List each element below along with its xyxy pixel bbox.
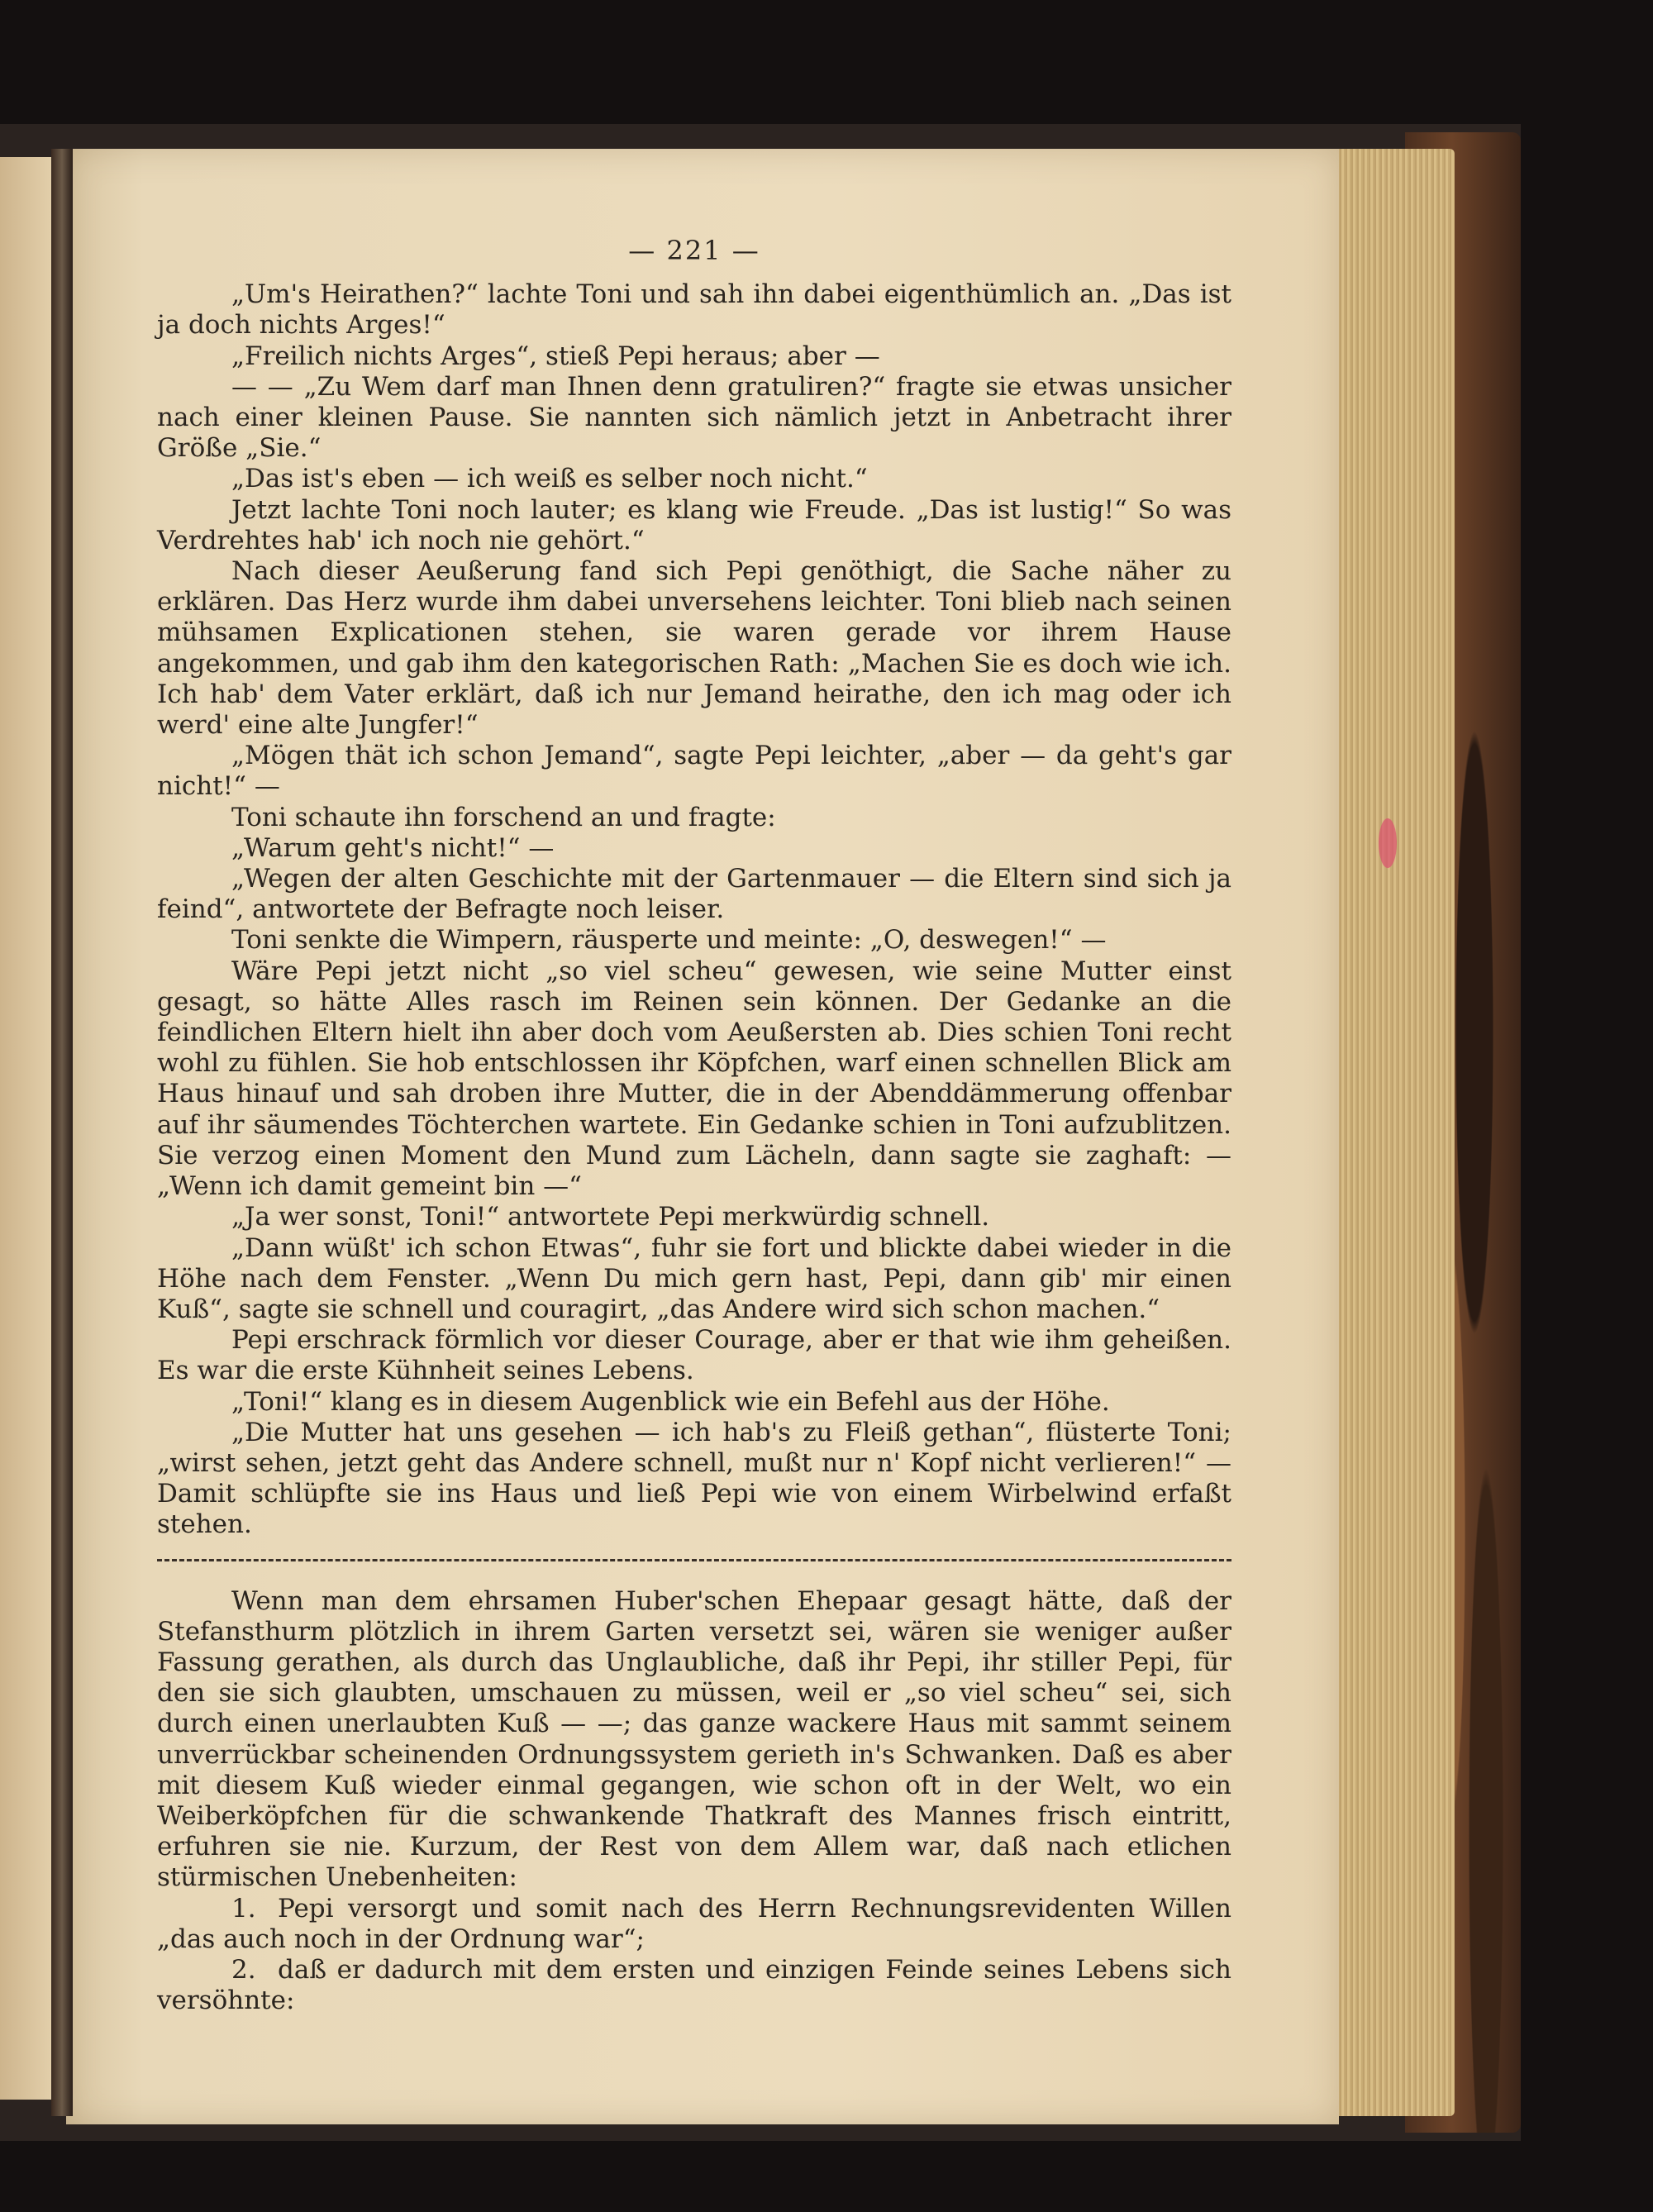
section-divider	[157, 1559, 1231, 1561]
page-content	[157, 236, 1231, 2016]
book-gutter	[51, 149, 73, 2116]
list-text: Pepi versorgt und somit nach des Herrn Rechnungsrevidenten Willen „das auch noch in der Ordnung war“;	[157, 1893, 1231, 1954]
paragraph: „Die Mutter hat uns gesehen — ich hab's zu Fleiß gethan“, flüsterte Toni; „wirst sehen, jetzt geht das Andere schnell, mußt nur n' Kopf nicht verlieren!“ — Damit schlüpfte sie ins Haus und ließ Pepi wie von einem Wirbelwind erfaßt stehen.	[157, 1417, 1231, 1540]
paragraph: „Ja wer sonst, Toni!“ antwortete Pepi merkwürdig schnell.	[231, 1202, 990, 1232]
paragraph: „Um's Heirathen?“ lachte Toni und sah ihn dabei eigenthümlich an. „Das ist ja doch nichts Arges!“	[157, 279, 1231, 341]
paragraph: „Mögen thät ich schon Jemand“, sagte Pepi leichter, „aber — da geht's gar nicht!“ —	[157, 741, 1231, 802]
paragraph: Wäre Pepi jetzt nicht „so viel scheu“ gewesen, wie seine Mutter einst gesagt, so hätte Alles rasch im Reinen sein können. Der Gedanke an die feindlichen Eltern hielt ihn aber doch vom Aeußersten ab. Dies schien Toni recht wohl zu fühlen. Sie hob entschlossen ihr Köpfchen, warf einen schnellen Blick am Haus hinauf und sah droben ihre Mutter, die in der Abenddämmerung offenbar auf ihr säumendes Töchterchen wartete. Ein Gedanke schien in Toni aufzublitzen. Sie verzog einen Moment den Mund zum Lächeln, dann sagte sie zaghaft: — „Wenn ich damit gemeint bin —“	[157, 956, 1231, 1202]
paragraph: Toni schaute ihn forschend an und fragte:	[231, 802, 776, 832]
paragraph: „Warum geht's nicht!“ —	[231, 832, 555, 863]
paragraph: Wenn man dem ehrsamen Huber'schen Ehepaar gesagt hätte, daß der Stefansthurm plötzlich in ihrem Garten versetzt sei, wären sie weniger außer Fassung gerathen, als durch das Unglaubliche, daß ihr Pepi, ihr stiller Pepi, für den sie sich glaubten, umschauen zu müssen, weil er „so viel scheu“ sei, sich durch einen unerlaubten Kuß — —; das ganze wackere Haus mit sammt seinem unverrückbar scheinenden Ordnungssystem gerieth in's Schwanken. Daß es aber mit diesem Kuß wieder einmal gegangen, wie schon oft in der Welt, wo ein Weiberköpfchen für die schwankende Thatkraft des Mannes frisch eintritt, erfuhren sie nie. Kurzum, der Rest von dem Allem war, daß nach etlichen stürmischen Unebenheiten:	[157, 1585, 1231, 1893]
paragraph: „Freilich nichts Arges“, stieß Pepi heraus; aber —	[231, 341, 880, 371]
page-number: — 221 —	[628, 235, 760, 266]
paragraph: „Das ist's eben — ich weiß es selber noch nicht.“	[231, 464, 868, 494]
list-item	[157, 1955, 1231, 2016]
paragraph: „Toni!“ klang es in diesem Augenblick wie ein Befehl aus der Höhe.	[231, 1386, 1110, 1417]
paragraph: „Dann wüßt' ich schon Etwas“, fuhr sie fort und blickte dabei wieder in die Höhe nach dem Fenster. „Wenn Du mich gern hast, Pepi, dann gib' mir einen Kuß“, sagte sie schnell und couragirt, „das Andere wird sich schon machen.“	[157, 1232, 1231, 1324]
list-number: 2.	[231, 1954, 256, 1985]
left-page-edge	[0, 157, 58, 2100]
list-number: 1.	[231, 1893, 256, 1924]
page-edges	[1322, 149, 1455, 2116]
paragraph: — — „Zu Wem darf man Ihnen denn gratuliren?“ fragte sie etwas unsicher nach einer kleinen Pause. Sie nannten sich nämlich jetzt in Anbetracht ihrer Größe „Sie.“	[157, 371, 1231, 464]
paragraph: Toni senkte die Wimpern, räusperte und meinte: „O, deswegen!“ —	[231, 925, 1107, 956]
paragraph: Jetzt lachte Toni noch lauter; es klang wie Freude. „Das ist lustig!“ So was Verdrehtes hab' ich noch nie gehört.“	[157, 494, 1231, 555]
paragraph: Pepi erschrack förmlich vor dieser Courage, aber er that wie ihm geheißen. Es war die erste Kühnheit seines Lebens.	[157, 1325, 1231, 1386]
list-item	[157, 1894, 1231, 1955]
paragraph: Nach dieser Aeußerung fand sich Pepi genöthigt, die Sache näher zu erklären. Das Herz wurde ihm dabei unversehens leichter. Toni blieb nach seinen mühsamen Explicationen stehen, sie waren gerade vor ihrem Hause angekommen, und gab ihm den kategorischen Rath: „Machen Sie es doch wie ich. Ich hab' dem Vater erklärt, daß ich nur Jemand heirathe, den ich mag oder ich werd' eine alte Jungfer!“	[157, 556, 1231, 741]
paragraph: „Wegen der alten Geschichte mit der Gartenmauer — die Eltern sind sich ja feind“, antwortete der Befragte noch leiser.	[157, 864, 1231, 925]
list-text: daß er dadurch mit dem ersten und einzigen Feinde seines Lebens sich versöhnte:	[157, 1954, 1231, 2016]
ink-smudge	[1379, 818, 1397, 868]
